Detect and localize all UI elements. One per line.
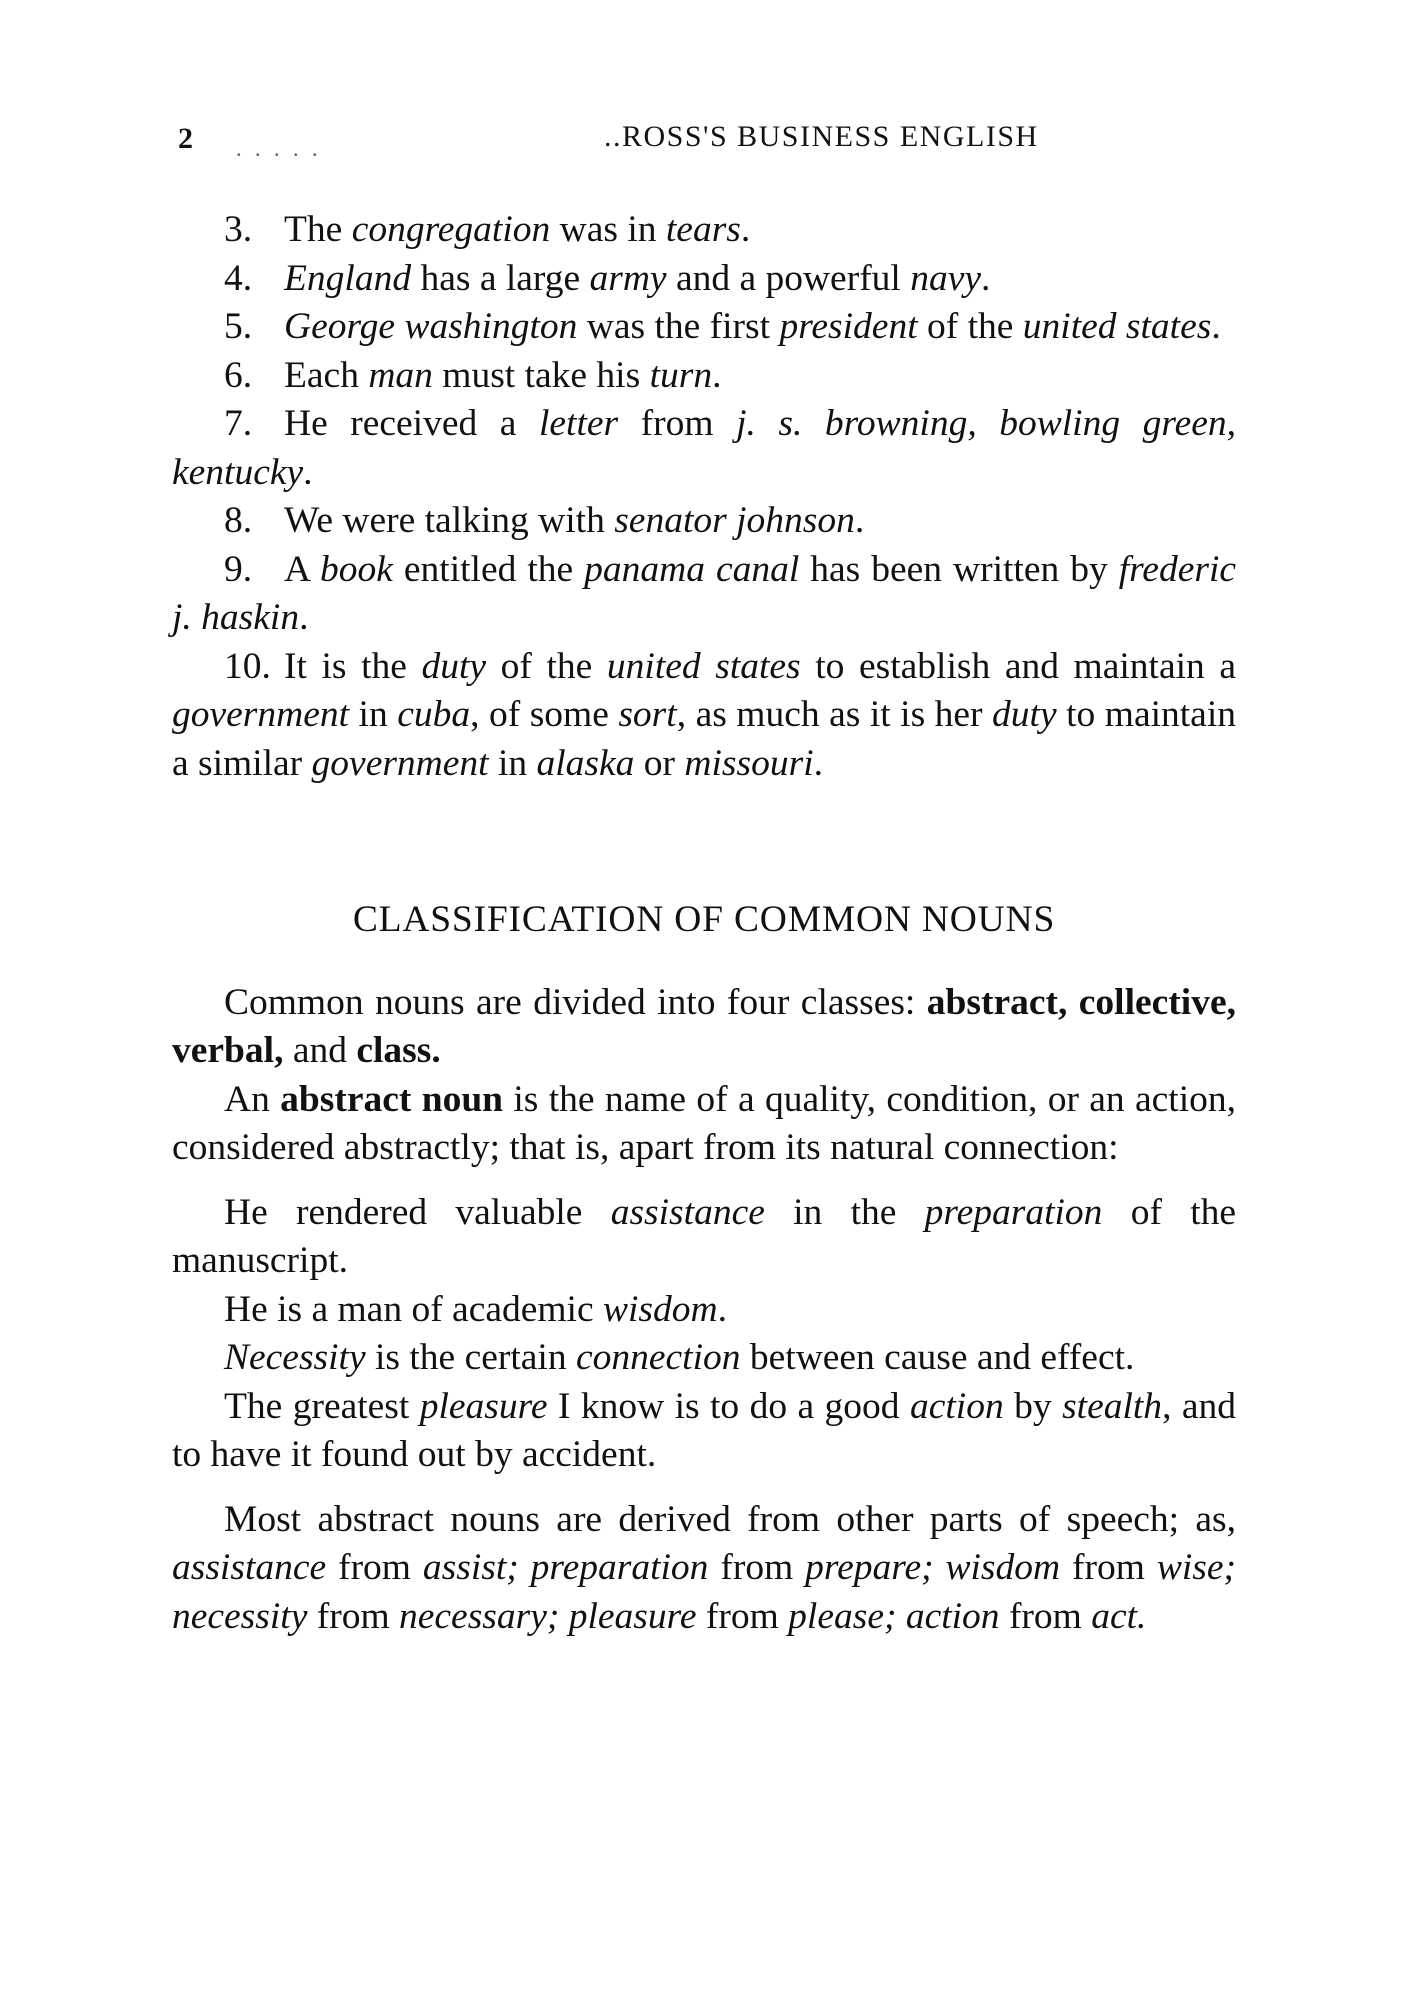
italic-term: assistance — [610, 1191, 765, 1233]
example-sentence — [172, 497, 1236, 546]
text-run: . — [740, 209, 751, 250]
text-run: A — [284, 548, 320, 590]
body-paragraph — [172, 1286, 1236, 1335]
example-number: 4. — [224, 257, 253, 299]
body-paragraph — [172, 1383, 1236, 1480]
italic-term: assistance — [172, 1547, 327, 1588]
text-run: . — [303, 451, 313, 493]
italic-term: wisdom — [603, 1288, 718, 1330]
body-paragraph — [172, 1076, 1236, 1173]
text-run: entitled the — [392, 548, 585, 590]
text-run: . — [299, 597, 309, 638]
text-run: was in — [550, 209, 666, 250]
italic-term: stealth — [1062, 1385, 1163, 1427]
text-run: The — [284, 209, 352, 250]
italic-term: panama canal — [584, 548, 800, 590]
italic-term: man — [368, 354, 433, 396]
text-run: in — [488, 742, 537, 784]
example-number: 8. — [224, 500, 253, 541]
example-list — [172, 206, 1236, 788]
italic-term: government — [172, 694, 350, 735]
body-paragraph — [172, 1189, 1236, 1286]
italic-term: united states — [606, 645, 801, 687]
body-paragraph — [172, 979, 1236, 1076]
italic-term: duty — [421, 645, 487, 687]
italic-term: tears — [665, 209, 741, 250]
text-run: He received a — [284, 403, 539, 444]
italic-term: cuba — [397, 694, 471, 735]
text-run: is the certain — [365, 1337, 576, 1378]
text-run: from — [326, 1547, 423, 1588]
text-run: The greatest — [224, 1385, 420, 1427]
text-run: by — [1003, 1385, 1063, 1427]
italic-term: government — [311, 742, 489, 784]
text-run: Most abstract nouns are derived from other parts of speech; as, — [224, 1498, 1236, 1540]
text-run: has a large — [411, 257, 590, 299]
text-run: is the name of a quality, condition, or an action, considered abstractly; that is, apart from its natural connection: — [172, 1078, 1237, 1168]
text-run: to maintain a similar — [172, 694, 1236, 784]
text-run: must take his — [432, 354, 650, 396]
text-run: from — [696, 1595, 789, 1637]
text-run: and — [283, 1030, 357, 1071]
text-run: and a powerful — [666, 257, 911, 299]
italic-term: letter — [538, 403, 619, 444]
text-run: It is the — [284, 645, 422, 687]
page-body — [172, 206, 1236, 1641]
italic-term: pleasure — [419, 1385, 548, 1427]
text-run: . — [854, 500, 865, 541]
italic-term: navy — [910, 257, 982, 299]
italic-term: turn — [649, 354, 713, 396]
italic-term: president — [779, 306, 918, 347]
section-heading: CLASSIFICATION OF COMMON NOUNS — [352, 899, 1056, 940]
italic-term: please; action — [788, 1595, 1000, 1637]
header-dots: . . . . . — [236, 136, 322, 161]
italic-term: preparation — [924, 1191, 1103, 1233]
example-sentence — [172, 643, 1236, 789]
bold-term: abstract, collective, verbal, — [172, 981, 1236, 1071]
italic-term: Necessity — [224, 1337, 366, 1378]
italic-term: army — [589, 257, 667, 299]
example-number: 7. — [224, 403, 253, 444]
text-run: from — [307, 1595, 400, 1637]
text-run: We were talking with — [284, 500, 615, 541]
example-sentence — [172, 352, 1236, 401]
bold-term: class. — [356, 1030, 441, 1071]
body-paragraph — [172, 1334, 1236, 1383]
example-sentence — [172, 400, 1236, 497]
italic-term: act. — [1091, 1595, 1147, 1637]
text-run: in — [349, 694, 398, 735]
italic-term: wise; necessity — [172, 1547, 1236, 1637]
example-sentence — [172, 546, 1236, 643]
italic-term: connection — [575, 1337, 741, 1378]
example-sentence — [172, 303, 1236, 352]
italic-term: sort — [618, 694, 677, 735]
italic-term: congregation — [351, 209, 551, 250]
text-run: An — [224, 1078, 281, 1120]
text-run: from — [999, 1595, 1092, 1637]
text-run: of the — [917, 306, 1023, 347]
text-run: . — [981, 257, 991, 299]
text-run: was the first — [577, 306, 780, 347]
italic-term: assist; preparation — [422, 1547, 709, 1588]
text-run: of the — [486, 645, 607, 687]
italic-term: senator johnson — [614, 500, 855, 541]
bold-term: abstract noun — [280, 1078, 504, 1120]
italic-term: book — [320, 548, 393, 590]
italic-term: necessary; pleasure — [399, 1595, 697, 1637]
text-run: from — [1060, 1547, 1157, 1588]
text-run: between cause and effect. — [740, 1337, 1135, 1378]
italic-term: prepare; wisdom — [805, 1547, 1061, 1588]
text-run: . — [813, 742, 823, 784]
text-run: , and to have it found out by accident. — [172, 1385, 1236, 1475]
example-sentence — [172, 206, 1236, 255]
italic-term: missouri — [684, 742, 814, 784]
text-run: to establish and maintain a — [800, 645, 1237, 687]
page-number: 2 — [178, 122, 193, 155]
running-header — [172, 118, 1262, 168]
section-paragraphs — [172, 979, 1236, 1642]
text-run: . — [717, 1288, 727, 1330]
example-number: 5. — [224, 306, 253, 347]
example-sentence — [172, 255, 1236, 304]
text-run: Each — [284, 354, 369, 396]
italic-term: united states — [1022, 306, 1212, 347]
running-title-prefix: .. — [604, 120, 622, 153]
italic-term: frederic j. haskin — [172, 548, 1237, 638]
italic-term: England — [284, 257, 412, 299]
italic-term: George washington — [284, 306, 578, 347]
example-number: 9. — [224, 548, 253, 590]
running-title — [604, 120, 1039, 154]
text-run: from — [708, 1547, 806, 1588]
text-run: from — [618, 403, 737, 444]
text-run: Common nouns are divided into four classes: — [224, 981, 927, 1023]
italic-term: duty — [992, 694, 1057, 735]
example-number: 6. — [224, 354, 253, 396]
text-run: , of some — [470, 694, 619, 735]
italic-term: alaska — [536, 742, 635, 784]
text-run: I know is to do a good — [547, 1385, 910, 1427]
text-run: He is a man of academic — [224, 1288, 603, 1330]
running-title-text: ROSS'S BUSINESS ENGLISH — [622, 120, 1039, 153]
text-run: or — [634, 742, 685, 784]
text-run: . — [1211, 306, 1221, 347]
italic-term: j. s. browning, bowling green, kentucky — [172, 403, 1236, 493]
text-run: in the — [764, 1191, 925, 1233]
text-run: , as much as it is her — [676, 694, 993, 735]
example-number: 10. — [224, 645, 271, 687]
text-run: . — [712, 354, 722, 396]
example-number: 3. — [224, 209, 253, 250]
text-run: of the manuscript. — [172, 1191, 1237, 1281]
text-run: He rendered valuable — [224, 1191, 611, 1233]
body-paragraph — [172, 1496, 1236, 1642]
italic-term: action — [909, 1385, 1004, 1427]
text-run: has been written by — [799, 548, 1119, 590]
